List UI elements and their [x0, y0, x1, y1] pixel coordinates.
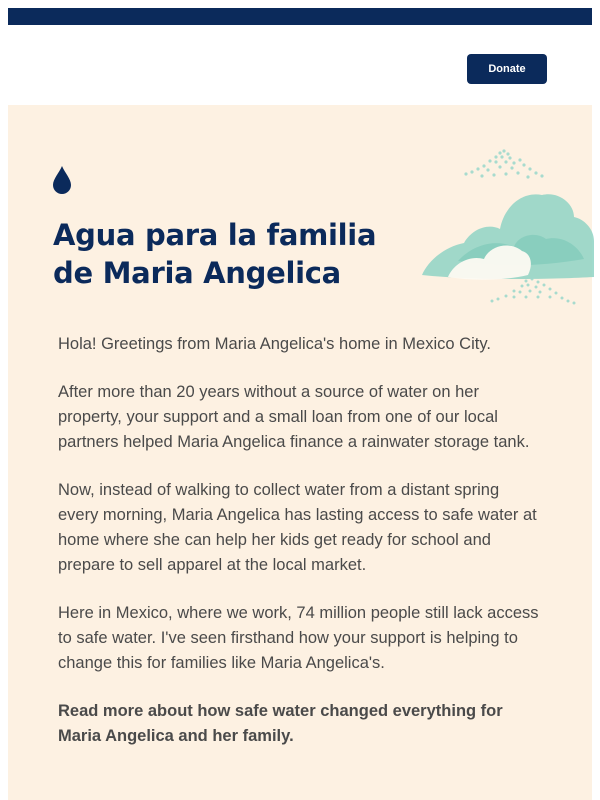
story-paragraph-3: Here in Mexico, where we work, 74 million people still lack access to safe water. I've seen firsthand how your support is helping to change this for families like Maria Angelica's. — [58, 604, 539, 672]
email-body — [58, 332, 540, 772]
donate-button[interactable]: Donate — [467, 54, 547, 84]
water-drop-icon — [51, 164, 73, 194]
greeting-paragraph: Hola! Greetings from Maria Angelica's home in Mexico City. — [58, 335, 491, 353]
story-paragraph-2: Now, instead of walking to collect water from a distant spring every morning, Maria Angelica has lasting access to safe water at home where she can help her kids get ready for school and prepare to sell apparel at the local market. — [58, 481, 537, 574]
page-title — [53, 216, 413, 292]
title-line-1: Agua para la familia — [53, 218, 377, 252]
top-brand-bar — [8, 8, 592, 25]
cloud-illustration — [418, 143, 594, 311]
story-paragraph-1: After more than 20 years without a source of water on her property, your support and a small loan from one of our local partners helped Maria Angelica finance a rainwater storage tank. — [58, 383, 530, 451]
read-more-link[interactable]: Read more about how safe water changed everything for Maria Angelica and her family. — [58, 702, 503, 745]
title-line-2: de Maria Angelica — [53, 256, 341, 290]
